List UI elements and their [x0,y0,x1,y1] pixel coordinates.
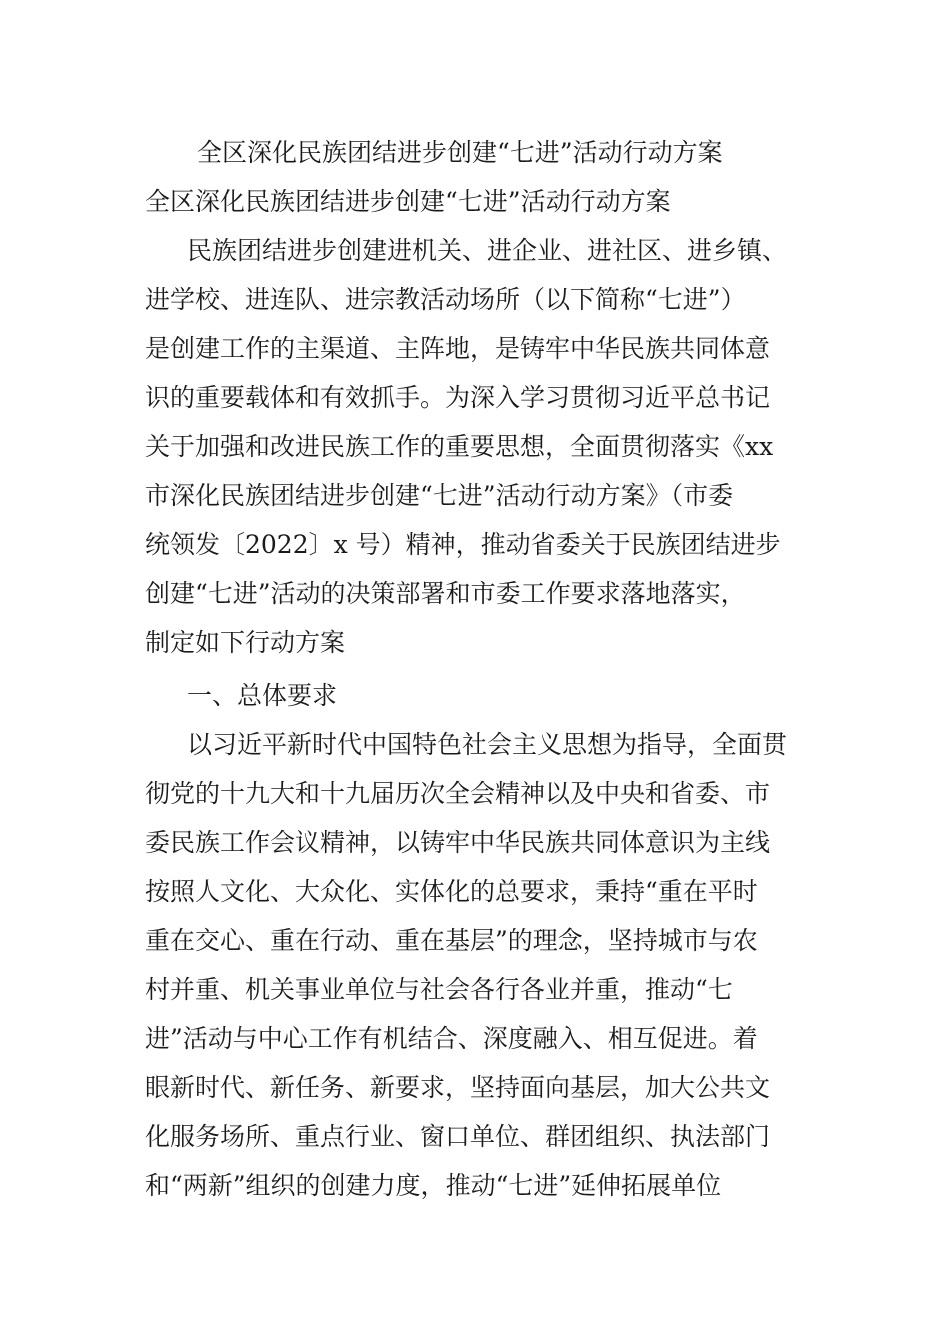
text-line: 民族团结进步创建进机关、进企业、进社区、进乡镇、 [187,236,788,265]
text-line: 委民族工作会议精神，以铸牢中华民族共同体意识为主线 [145,828,771,857]
text-line: 村并重、机关事业单位与社会各行各业并重，推动“七 [145,975,733,1004]
text-line: 进学校、进连队、进宗教活动场所（以下简称“七进”） [145,285,746,314]
text-line: 和“两新”组织的创建力度，推动“七进”延伸拓展单位 [145,1171,722,1200]
document-subtitle: 全区深化民族团结进步创建“七进”活动行动方案 [145,187,671,216]
text-line: 化服务场所、重点行业、窗口单位、群团组织、执法部门 [145,1122,771,1151]
text-line: 重在交心、重在行动、重在基层”的理念，坚持城市与农 [145,926,758,955]
text-line: 彻党的十九大和十九届历次全会精神以及中央和省委、市 [145,779,771,808]
text-line: 市深化民族团结进步创建“七进”活动行动方案》（市委 [145,481,734,510]
text-line: 进”活动与中心工作有机结合、深度融入、相互促进。着 [145,1024,758,1053]
text-line: 识的重要载体和有效抓手。为深入学习贯彻习近平总书记 [145,383,771,412]
text-line: 是创建工作的主渠道、主阵地，是铸牢中华民族共同体意 [145,334,771,363]
document-title: 全区深化民族团结进步创建“七进”活动行动方案 [197,138,723,167]
text-line: 统领发〔2022〕x 号）精神，推动省委关于民族团结进步 [145,530,781,559]
section-heading: 一、总体要求 [187,681,338,710]
text-line: 创建“七进”活动的决策部署和市委工作要求落地落实， [145,579,746,608]
text-line: 以习近平新时代中国特色社会主义思想为指导，全面贯 [187,730,788,759]
text-line: 按照人文化、大众化、实体化的总要求，秉持“重在平时 [145,877,758,906]
text-line: 眼新时代、新任务、新要求，坚持面向基层，加大公共文 [145,1073,771,1102]
text-line: 制定如下行动方案 [145,628,346,657]
text-line: 关于加强和改进民族工作的重要思想，全面贯彻落实《xx [145,432,774,461]
